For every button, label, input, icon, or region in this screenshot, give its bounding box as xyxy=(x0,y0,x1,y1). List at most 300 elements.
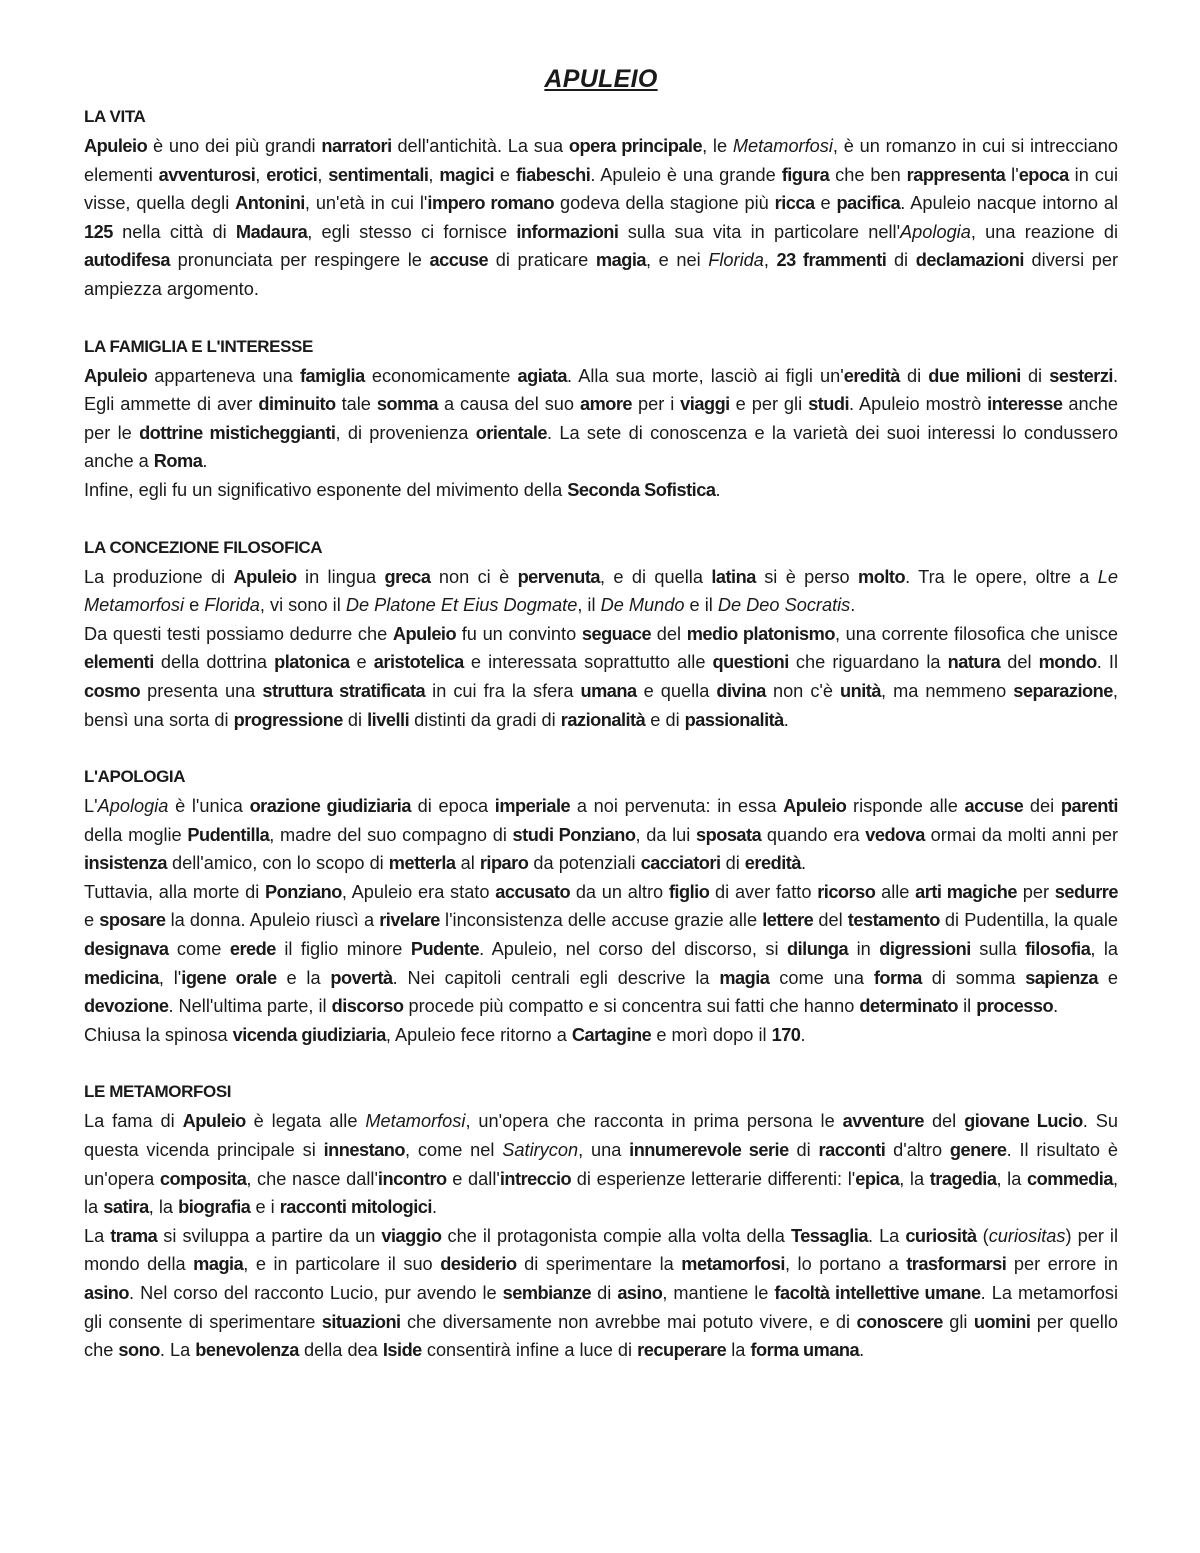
bold-term: autodifesa xyxy=(84,250,170,271)
text-run: e dall' xyxy=(446,1168,500,1189)
bold-term: magia xyxy=(193,1254,244,1275)
bold-term: recuperare xyxy=(637,1340,727,1361)
paragraph xyxy=(84,362,1118,476)
text-run: e xyxy=(494,164,516,185)
bold-term: Antonini xyxy=(235,193,305,214)
text-run: il xyxy=(958,996,977,1017)
text-run: di sperimentare la xyxy=(516,1254,682,1275)
text-run: , vi sono il xyxy=(259,595,346,616)
bold-term: designava xyxy=(84,939,169,960)
bold-term: famiglia xyxy=(300,365,365,386)
text-run: . Nel corso del racconto Lucio, pur avendo le xyxy=(129,1283,503,1303)
text-run: , una xyxy=(578,1140,630,1161)
bold-term: molto xyxy=(858,566,906,587)
bold-term: Tessaglia xyxy=(790,1225,868,1246)
italic-title: De Platone Et Eius Dogmate xyxy=(345,595,578,616)
text-run: Da questi testi possiamo dedurre che xyxy=(84,623,393,644)
section xyxy=(84,332,1118,505)
text-run: . Tra le opere, oltre a xyxy=(905,566,1098,587)
text-run: , da lui xyxy=(635,824,696,845)
text-run: dei xyxy=(1023,796,1061,817)
text-run: di Pudentilla, la quale xyxy=(939,910,1119,931)
bold-term: Apuleio xyxy=(233,566,297,587)
bold-term: 170 xyxy=(771,1024,801,1045)
bold-term: satira xyxy=(103,1197,149,1218)
italic-title: Satirycon xyxy=(502,1140,579,1161)
text-run: e morì dopo il xyxy=(651,1024,772,1045)
text-run: . xyxy=(800,853,807,874)
text-run: a noi pervenuta: in essa xyxy=(570,796,784,817)
bold-term: Pudentilla xyxy=(187,824,270,845)
paragraph xyxy=(84,132,1118,304)
bold-term: Roma xyxy=(153,451,203,472)
text-run: , è un romanzo in cui si intrecciano elementi xyxy=(84,136,1118,185)
bold-term: pervenuta xyxy=(517,566,600,587)
bold-term: racconti xyxy=(818,1140,886,1161)
bold-term: cacciatori xyxy=(640,853,721,874)
bold-term: Apuleio xyxy=(84,365,148,386)
text-run: . xyxy=(800,1024,806,1045)
text-run: , Apuleio era stato xyxy=(341,881,496,902)
text-run: del xyxy=(1000,652,1039,673)
bold-term: narratori xyxy=(321,136,392,156)
text-run: e di xyxy=(645,709,685,730)
text-run: d'altro xyxy=(885,1140,950,1161)
text-run: che il protagonista compie alla volta della xyxy=(441,1225,791,1246)
text-run: della dottrina xyxy=(153,652,275,673)
text-run: e xyxy=(1098,967,1118,988)
text-run: , Apuleio fece ritorno a xyxy=(385,1024,572,1045)
text-run: nella città di xyxy=(112,221,236,242)
bold-term: avventurosi xyxy=(158,164,256,185)
bold-term: orazione giudiziaria xyxy=(249,796,411,817)
bold-term: divina xyxy=(716,680,766,701)
text-run: di aver fatto xyxy=(709,881,818,902)
text-run: Tuttavia, alla morte di xyxy=(84,881,265,902)
text-run: . Il risultato è un'opera xyxy=(84,1140,1118,1189)
bold-term: unità xyxy=(840,680,881,701)
bold-term: figlio xyxy=(668,881,710,902)
section-heading: L'APOLOGIA xyxy=(84,767,186,787)
text-run: di xyxy=(899,365,929,386)
text-run: per quello che xyxy=(84,1311,1118,1361)
document-title: APULEIO xyxy=(544,65,658,93)
bold-term: desiderio xyxy=(440,1254,517,1275)
text-run: , la xyxy=(899,1168,930,1189)
text-run: e xyxy=(184,595,205,616)
text-run: in xyxy=(848,939,880,960)
bold-term: riparo xyxy=(479,853,529,874)
text-run: e i xyxy=(250,1197,280,1218)
text-run: l'inconsistenza delle accuse grazie alle xyxy=(439,910,763,931)
bold-term: medio platonismo xyxy=(686,623,835,644)
text-run: e xyxy=(349,652,374,673)
text-run: e quella xyxy=(636,680,717,701)
bold-term: sedurre xyxy=(1054,881,1118,902)
text-run: diversi per ampiezza argomento. xyxy=(84,250,1119,299)
bold-term: conoscere xyxy=(856,1311,943,1332)
paragraph xyxy=(84,1222,1118,1365)
text-run: . Apuleio è una grande xyxy=(590,164,782,185)
bold-term: studi Ponziano xyxy=(512,824,636,845)
bold-term: igene orale xyxy=(181,967,277,988)
italic-title: Apologia xyxy=(97,796,169,817)
text-run: quando era xyxy=(761,824,866,845)
bold-term: ricorso xyxy=(817,881,876,902)
bold-term: accuse xyxy=(429,250,489,271)
text-run: di xyxy=(342,709,368,730)
section xyxy=(84,533,1118,735)
bold-term: genere xyxy=(949,1140,1007,1161)
italic-title: curiositas xyxy=(988,1225,1066,1246)
text-run: pronunciata per respingere le xyxy=(169,250,430,271)
paragraph xyxy=(84,1107,1118,1221)
text-run: . xyxy=(783,709,789,730)
text-run: sulla sua vita in particolare nell' xyxy=(618,221,901,242)
bold-term: studi xyxy=(808,394,850,415)
bold-term: fiabeschi xyxy=(515,164,591,185)
text-run: per i xyxy=(632,394,681,415)
text-run: , il xyxy=(577,595,601,616)
text-run: la xyxy=(726,1340,751,1361)
text-run: a causa del suo xyxy=(438,394,580,415)
bold-term: lettere xyxy=(762,910,814,931)
bold-term: ricca xyxy=(774,193,815,214)
bold-term: benevolenza xyxy=(195,1340,299,1361)
text-run: in cui fra la sfera xyxy=(425,680,581,701)
text-run: . La sete di conoscenza e la varietà dei suoi interessi lo condussero anche a xyxy=(84,422,1118,472)
paragraph xyxy=(84,878,1118,1021)
bold-term: Ponziano xyxy=(264,881,342,902)
bold-term: questioni xyxy=(712,652,789,673)
section-heading: LA FAMIGLIA E L'INTERESSE xyxy=(84,336,313,356)
bold-term: natura xyxy=(947,652,1001,673)
text-run: . Egli ammette di aver xyxy=(84,365,1119,415)
text-run: e xyxy=(84,910,100,931)
text-run: gli xyxy=(942,1311,974,1332)
bold-term: separazione xyxy=(1013,680,1113,701)
text-run: , xyxy=(317,164,329,185)
text-run: , xyxy=(255,164,267,185)
bold-term: rivelare xyxy=(379,910,440,931)
text-run: , una corrente filosofica che unisce xyxy=(834,623,1118,644)
bold-term: sembianze xyxy=(502,1283,592,1303)
text-run: . Nell'ultima parte, il xyxy=(168,996,332,1017)
bold-term: aristotelica xyxy=(373,652,464,673)
text-run: , un'età in cui l' xyxy=(304,193,428,214)
text-run: di esperienze letterarie differenti: l' xyxy=(571,1168,856,1189)
bold-term: somma xyxy=(376,394,439,415)
bold-term: racconti mitologici xyxy=(279,1197,432,1218)
bold-term: vedova xyxy=(865,824,925,845)
bold-term: agiata xyxy=(517,365,568,386)
bold-term: tragedia xyxy=(929,1168,997,1189)
bold-term: facoltà intellettive umane xyxy=(774,1283,981,1303)
text-run: di xyxy=(720,853,745,874)
bold-term: dilunga xyxy=(786,939,849,960)
bold-term: accusato xyxy=(495,881,571,902)
bold-term: avventure xyxy=(842,1111,925,1132)
text-run: come xyxy=(168,939,230,960)
text-run: è legata alle xyxy=(245,1111,366,1132)
text-run: , una reazione di xyxy=(970,221,1118,242)
text-run: , un'opera che racconta in prima persona le xyxy=(465,1111,843,1132)
section-spacer xyxy=(84,734,1118,762)
bold-term: biografia xyxy=(178,1197,251,1218)
text-run: l' xyxy=(1005,164,1019,185)
text-run: presenta una xyxy=(140,680,263,701)
text-run: , che nasce dall' xyxy=(246,1168,378,1189)
text-run: , la xyxy=(1090,939,1118,960)
text-run: sulla xyxy=(970,939,1026,960)
bold-term: livelli xyxy=(367,709,410,730)
bold-term: mondo xyxy=(1038,652,1097,673)
bold-term: sposare xyxy=(99,910,166,931)
bold-term: passionalità xyxy=(684,709,784,730)
text-run: La fama di xyxy=(84,1111,183,1132)
text-run: la donna. Apuleio riuscì a xyxy=(165,910,380,931)
bold-term: imperiale xyxy=(494,796,571,817)
bold-term: eredità xyxy=(744,853,801,874)
text-run: . Nei capitoli centrali egli descrive la xyxy=(392,967,720,988)
text-run: ) per il mondo della xyxy=(84,1225,1118,1275)
bold-term: uomini xyxy=(973,1311,1031,1332)
bold-term: rappresenta xyxy=(906,164,1006,185)
text-run: dell'amico, con lo scopo di xyxy=(166,853,389,874)
bold-term: seguace xyxy=(581,623,652,644)
text-run: fu un convinto xyxy=(456,623,582,644)
document-page xyxy=(84,62,1118,1365)
section-heading: LA CONCEZIONE FILOSOFICA xyxy=(84,537,323,557)
bold-term: impero romano xyxy=(427,193,555,214)
bold-term: incontro xyxy=(377,1168,447,1189)
bold-term: elementi xyxy=(84,652,154,673)
bold-term: magia xyxy=(719,967,770,988)
bold-term: commedia xyxy=(1026,1168,1113,1189)
section-spacer xyxy=(84,505,1118,533)
text-run: anche per le xyxy=(84,394,1118,443)
bold-term: innestano xyxy=(323,1140,405,1161)
text-run: di xyxy=(1020,365,1050,386)
bold-term: parenti xyxy=(1060,796,1118,817)
bold-term: magici xyxy=(439,164,495,185)
bold-term: processo xyxy=(976,996,1054,1017)
section xyxy=(84,762,1118,1049)
text-run: , e di quella xyxy=(600,566,712,587)
italic-title: Metamorfosi xyxy=(365,1111,466,1132)
text-run: Chiusa la spinosa xyxy=(84,1024,233,1045)
text-run: , e in particolare il suo xyxy=(243,1254,441,1275)
text-run: Infine, egli fu un significativo esponente del mivimento della xyxy=(84,479,568,500)
bold-term: epoca xyxy=(1018,164,1069,185)
text-run: del xyxy=(651,623,687,644)
bold-term: accuse xyxy=(964,796,1024,817)
text-run: non c'è xyxy=(765,680,841,701)
text-run: procede più compatto e si concentra sui fatti che hanno xyxy=(403,996,860,1017)
text-run: di epoca xyxy=(410,796,495,817)
bold-term: sapienza xyxy=(1025,967,1099,988)
section-heading: LE METAMORFOSI xyxy=(84,1082,232,1102)
bold-term: sesterzi xyxy=(1049,365,1113,386)
text-run: dell'antichità. La sua xyxy=(391,136,569,156)
text-run: che riguardano la xyxy=(788,652,948,673)
bold-term: viaggio xyxy=(381,1225,442,1246)
bold-term: sono xyxy=(118,1340,160,1361)
bold-term: forma umana xyxy=(750,1340,860,1361)
bold-term: cosmo xyxy=(84,680,141,701)
text-run: , l' xyxy=(158,967,182,988)
bold-term: asino xyxy=(84,1283,130,1303)
text-run: che ben xyxy=(829,164,907,185)
text-run: consentirà infine a luce di xyxy=(421,1340,638,1361)
bold-term: testamento xyxy=(847,910,940,931)
text-run: e la xyxy=(276,967,331,988)
italic-title: De Deo Socratis xyxy=(717,595,851,616)
text-run: . Il xyxy=(1096,652,1118,673)
paragraph xyxy=(84,1021,1118,1050)
text-run: , mantiene le xyxy=(662,1283,775,1303)
bold-term: povertà xyxy=(330,967,393,988)
text-run: , di provenienza xyxy=(335,422,476,443)
bold-term: struttura stratificata xyxy=(262,680,426,701)
text-run: La produzione di xyxy=(84,566,234,587)
bold-term: pacifica xyxy=(836,193,901,214)
text-run: in lingua xyxy=(296,566,385,587)
text-run: , ma nemmeno xyxy=(880,680,1014,701)
bold-term: erotici xyxy=(266,164,318,185)
italic-title: Florida xyxy=(708,250,764,271)
bold-term: filosofia xyxy=(1025,939,1091,960)
bold-term: 125 xyxy=(84,221,113,242)
bold-term: trama xyxy=(110,1225,158,1246)
text-run: distinti da gradi di xyxy=(409,709,561,730)
bold-term: orientale xyxy=(475,422,548,443)
bold-term: amore xyxy=(579,394,633,415)
text-run: , egli stesso ci fornisce xyxy=(307,221,517,242)
text-run: di praticare xyxy=(488,250,596,271)
italic-title: De Mundo xyxy=(600,595,685,616)
text-run: , come nel xyxy=(404,1140,503,1161)
text-run: La xyxy=(84,1225,111,1246)
document-body xyxy=(84,102,1118,1365)
bold-term: Madaura xyxy=(235,221,308,242)
italic-title: Le Metamorfosi xyxy=(84,566,1119,616)
text-run: , e nei xyxy=(646,250,709,271)
bold-term: giovane Lucio xyxy=(964,1111,1083,1132)
text-run: , la xyxy=(148,1197,179,1218)
text-run: L' xyxy=(84,796,98,817)
bold-term: trasformarsi xyxy=(906,1254,1007,1275)
text-run: alle xyxy=(875,881,916,902)
bold-term: Apuleio xyxy=(84,136,148,156)
text-run: di xyxy=(591,1283,618,1303)
text-run: e xyxy=(814,193,837,214)
bold-term: progressione xyxy=(233,709,343,730)
text-run: , bensì una sorta di xyxy=(84,680,1118,730)
italic-title: Apologia xyxy=(900,221,971,242)
bold-term: arti magiche xyxy=(915,881,1017,902)
bold-term: metamorfosi xyxy=(681,1254,785,1275)
bold-term: greca xyxy=(384,566,431,587)
bold-term: discorso xyxy=(331,996,404,1017)
text-run: . Apuleio mostrò xyxy=(849,394,988,415)
bold-term: informazioni xyxy=(516,221,619,242)
bold-term: curiosità xyxy=(905,1225,977,1246)
text-run: , le xyxy=(702,136,733,156)
bold-term: figura xyxy=(781,164,830,185)
text-run: ormai da molti anni per xyxy=(924,824,1119,845)
text-run: godeva della stagione più xyxy=(554,193,775,214)
bold-term: intreccio xyxy=(499,1168,572,1189)
bold-term: interesse xyxy=(987,394,1063,415)
text-run: . Alla sua morte, lasciò ai figli un' xyxy=(567,365,844,386)
bold-term: Apuleio xyxy=(182,1111,246,1132)
text-run: , xyxy=(763,250,777,271)
text-run: . xyxy=(202,451,208,472)
text-run: . xyxy=(850,595,856,616)
bold-term: latina xyxy=(711,566,756,587)
bold-term: magia xyxy=(595,250,646,271)
bold-term: forma xyxy=(873,967,922,988)
text-run: economicamente xyxy=(364,365,518,386)
paragraph xyxy=(84,563,1118,620)
text-run: . xyxy=(1053,996,1059,1017)
bold-term: eredità xyxy=(843,365,900,386)
text-run: per xyxy=(1017,881,1055,902)
bold-term: razionalità xyxy=(560,709,646,730)
text-run: il figlio minore xyxy=(275,939,411,960)
paragraph xyxy=(84,476,1118,505)
bold-term: sentimentali xyxy=(328,164,429,185)
bold-term: Apuleio xyxy=(392,623,457,644)
bold-term: sposata xyxy=(695,824,762,845)
text-run: da un altro xyxy=(570,881,669,902)
section-spacer xyxy=(84,304,1118,332)
text-run: risponde alle xyxy=(846,796,965,817)
bold-term: opera principale xyxy=(568,136,703,156)
text-run: da potenziali xyxy=(528,853,641,874)
text-run: ( xyxy=(976,1225,989,1246)
text-run: apparteneva una xyxy=(147,365,300,386)
bold-term: metterla xyxy=(388,853,456,874)
bold-term: declamazioni xyxy=(915,250,1024,271)
bold-term: innumerevole serie xyxy=(629,1140,789,1161)
bold-term: devozione xyxy=(84,996,169,1017)
text-run: e per gli xyxy=(729,394,809,415)
text-run: non ci è xyxy=(430,566,518,587)
section-spacer xyxy=(84,1049,1118,1077)
paragraph xyxy=(84,792,1118,878)
bold-term: erede xyxy=(229,939,276,960)
bold-term: situazioni xyxy=(321,1311,401,1332)
text-run: al xyxy=(455,853,480,874)
text-run: è uno dei più grandi xyxy=(147,136,322,156)
bold-term: composita xyxy=(159,1168,247,1189)
text-run: di somma xyxy=(921,967,1026,988)
text-run: si sviluppa a partire da un xyxy=(157,1225,382,1246)
text-run: si è perso xyxy=(755,566,859,587)
italic-title: Florida xyxy=(204,595,260,616)
bold-term: Pudente xyxy=(410,939,480,960)
italic-title: Metamorfosi xyxy=(732,136,833,156)
text-run: . Apuleio nacque intorno al xyxy=(900,193,1118,214)
text-run: . xyxy=(859,1340,865,1361)
bold-term: viaggi xyxy=(680,394,730,415)
bold-term: vicenda giudiziaria xyxy=(232,1024,386,1045)
text-run: del xyxy=(924,1111,965,1132)
text-run: . La metamorfosi gli consente di sperimentare xyxy=(84,1283,1119,1332)
bold-term: epica xyxy=(855,1168,900,1189)
